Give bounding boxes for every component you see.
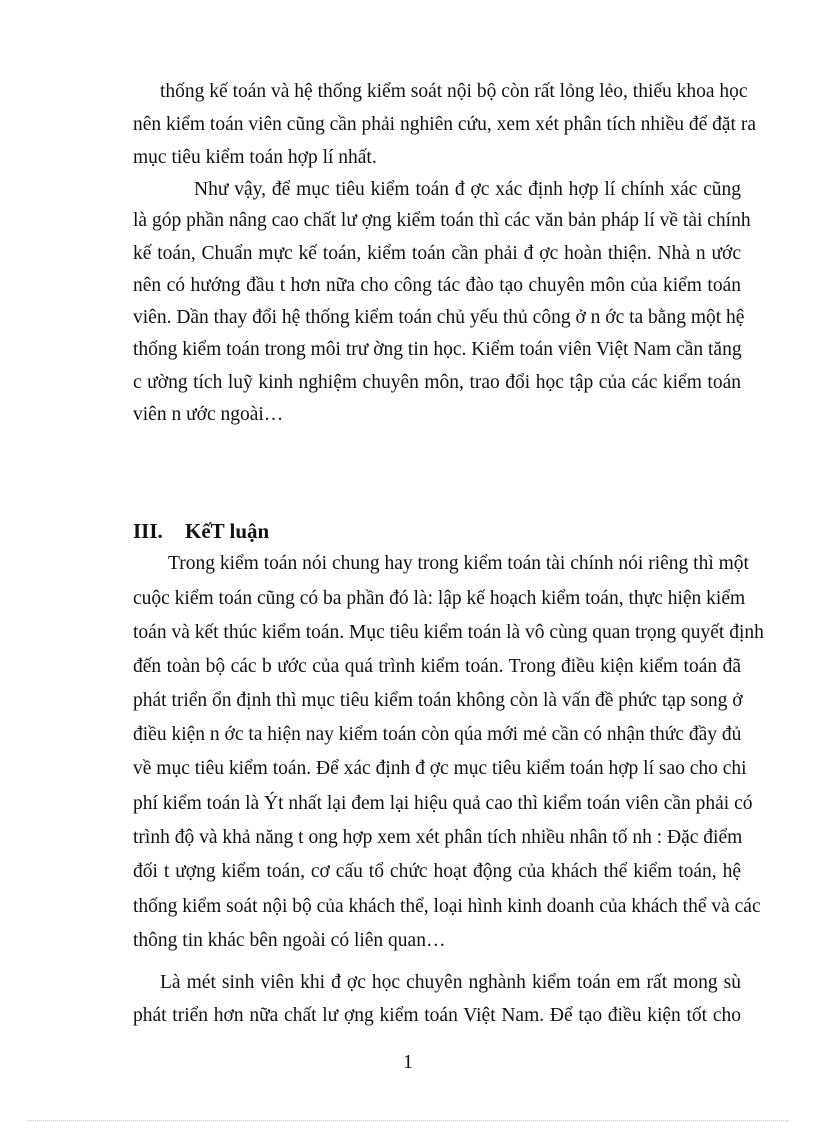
paragraph-line: cuộc kiểm toán cũng có ba phần đó là: lập kế hoạch kiểm toán, thực hiện kiểm [133, 588, 746, 609]
paragraph-line: nên kiểm toán viên cũng cần phải nghiên cứu, xem xét phân tích nhiều để đặt ra [133, 114, 756, 135]
paragraph-line: c ường tích luỹ kinh nghiệm chuyên môn, trao đổi học tập của các kiểm toán [133, 372, 741, 393]
paragraph-line: đối t ượng kiểm toán, cơ cấu tổ chức hoạt động của khách thể kiểm toán, hệ [133, 861, 741, 882]
paragraph-line: phát triển hơn nữa chất lư ợng kiểm toán Việt Nam. Để tạo điều kiện tốt cho [133, 1005, 741, 1026]
paragraph-line: trình độ và khả năng t ong hợp xem xét phân tích nhiều nhân tố nh : Đặc điểm [133, 827, 743, 848]
paragraph-line: Như vậy, để mục tiêu kiểm toán đ ợc xác định hợp lí chính xác cũng [194, 179, 741, 200]
page-number: 1 [403, 1051, 413, 1073]
paragraph-line: Trong kiểm toán nói chung hay trong kiểm toán tài chính nói riêng thì một [168, 553, 749, 574]
paragraph-line: phí kiểm toán là Ýt nhất lại đem lại hiệu quả cao thì kiểm toán viên cần phải có [133, 793, 753, 814]
paragraph-line: kế toán, Chuẩn mực kế toán, kiểm toán cần phải đ ợc hoàn thiện. Nhà n ước [133, 243, 741, 264]
paragraph-line: viên n ước ngoài… [133, 404, 284, 425]
paragraph-line: nên có hướng đầu t hơn nữa cho công tác đào tạo chuyên môn của kiểm toán [133, 275, 741, 296]
section-title: KếT luận [185, 519, 270, 543]
paragraph-line: về mục tiêu kiểm toán. Để xác định đ ợc mục tiêu kiểm toán hợp lí sao cho chi [133, 758, 747, 779]
section-number: III. [133, 519, 163, 543]
footer-divider [28, 1120, 788, 1121]
paragraph-line: phát triển ổn định thì mục tiêu kiểm toán không còn là vấn đề phức tạp song ở [133, 690, 743, 711]
paragraph-line: điều kiện n ớc ta hiện nay kiểm toán còn qúa mới mẻ cần có nhận thức đầy đủ [133, 724, 742, 745]
paragraph-line: đến toàn bộ các b ước của quá trình kiểm toán. Trong điều kiện kiểm toán đã [133, 656, 741, 677]
paragraph-line: thống kế toán và hệ thống kiểm soát nội bộ còn rất lỏng lẻo, thiếu khoa học [160, 81, 748, 102]
paragraph-line: thông tin khác bên ngoài có liên quan… [133, 930, 446, 951]
paragraph-line: là góp phần nâng cao chất lư ợng kiểm toán thì các văn bản pháp lí về tài chính [133, 210, 751, 231]
paragraph-line: mục tiêu kiểm toán hợp lí nhất. [133, 147, 377, 168]
paragraph-line: viên. Dần thay đổi hệ thống kiểm toán chủ yếu thủ công ở n ớc ta bằng một hệ [133, 307, 745, 328]
paragraph-line: thống kiểm soát nội bộ của khách thể, loại hình kinh doanh của khách thể và các [133, 896, 761, 917]
paragraph-line: thống kiểm toán trong môi trư ờng tin học. Kiểm toán viên Việt Nam cần tăng [133, 339, 742, 360]
section-heading [133, 517, 269, 545]
paragraph-line: toán và kết thúc kiểm toán. Mục tiêu kiểm toán là vô cùng quan trọng quyết định [133, 622, 764, 643]
paragraph-line: Là mét sinh viên khi đ ợc học chuyên nghành kiểm toán em rất mong sù [160, 972, 741, 993]
